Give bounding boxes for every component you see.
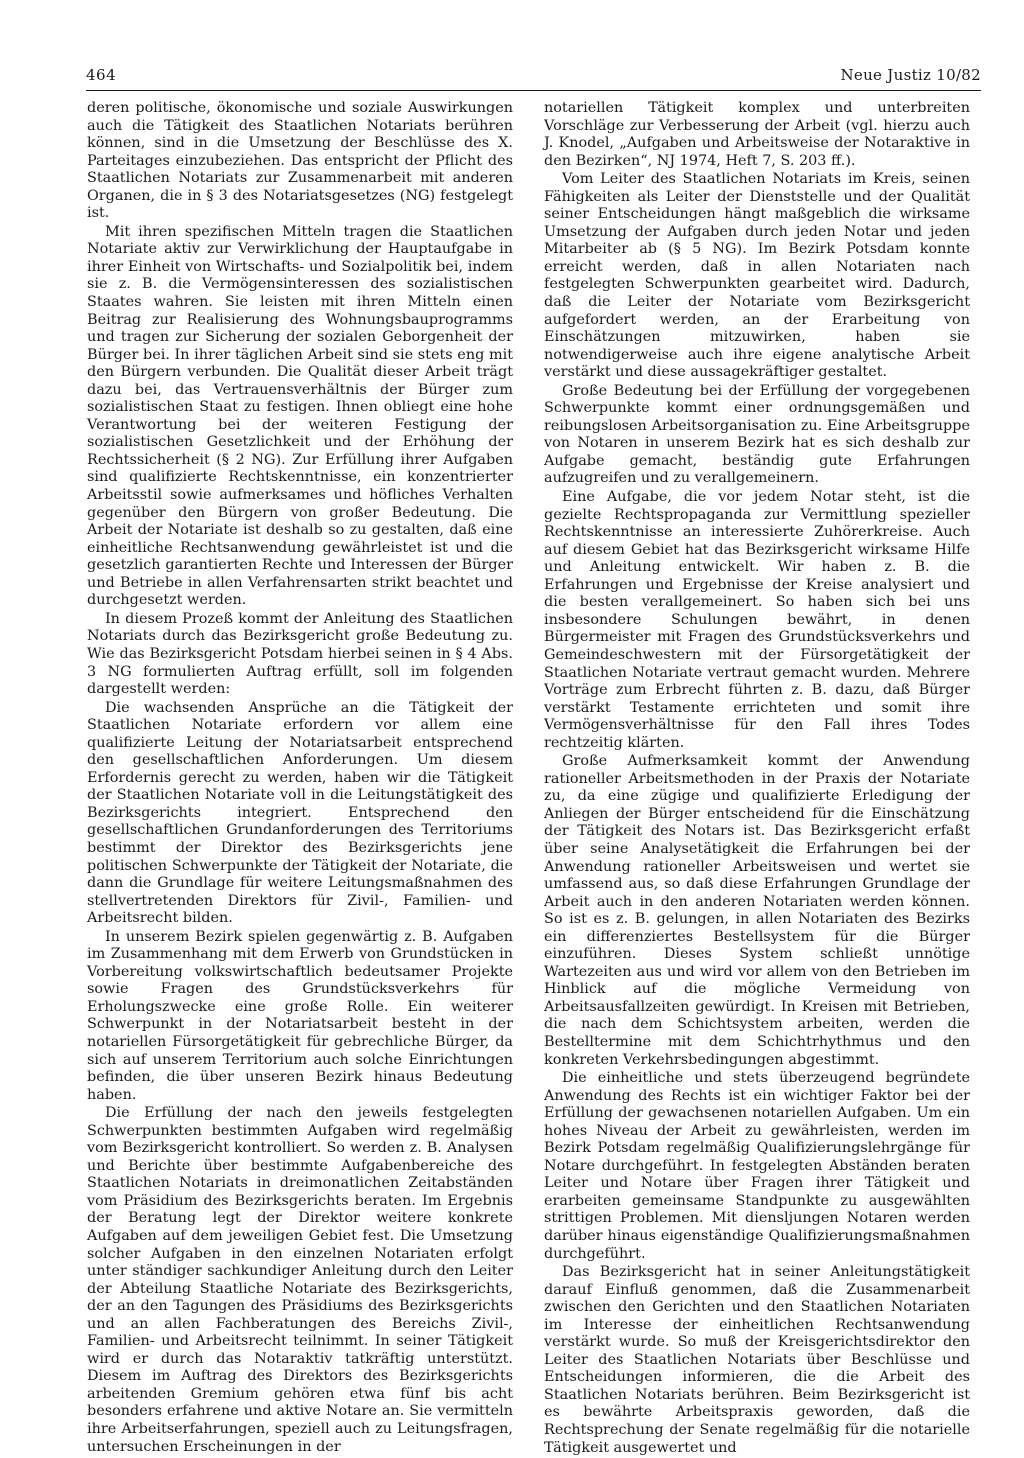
paragraph: Die Erfüllung der nach den jeweils festgelegten Schwerpunkten bestimmten Aufgaben wird regelmäßig vom Bezirksgericht kontrolliert. So werden z. B. Analysen und Berichte über bestimmte Aufgabenbereiche des Staatlichen Notariats in dreimonatlichen Zeitabständen vom Präsidium des Bezirksgerichts beraten. Im Ergebnis der Beratung legt der Direktor weitere konkrete Aufgaben auf dem jeweiligen Gebiet fest. Die Umsetzung solcher Aufgaben in den einzelnen Notariaten erfolgt unter ständiger sachkundiger Anleitung durch den Leiter der Abteilung Staatliche Notariate des Bezirksgerichts, der an den Tagungen des Präsidiums des Bezirksgerichts und an allen Fachberatungen des Bereichs Zivil-, Familien- und Arbeitsrecht teilnimmt. In seiner Tätigkeit wird er durch das Notaraktiv tatkräftig unterstützt. Diesem im Auftrag des Direktors des Bezirksgerichts arbeitenden Gremium gehören etwa fünf bis acht besonders erfahrene und aktive Notare an. Sie vermitteln ihre Arbeitserfahrungen, speziell auch zu Leitungsfragen, untersuchen Erscheinungen in der — [87, 1105, 513, 1455]
paragraph: notariellen Tätigkeit komplex und unterbreiten Vorschläge zur Verbesserung der Arbeit (vgl. hierzu auch J. Knodel, „Aufgaben und Arbeitsweise der Notaraktive in den Bezirken“, NJ 1974, Heft 7, S. 203 ff.). — [544, 100, 970, 169]
page-number: 464 — [86, 66, 117, 84]
paragraph: Die einheitliche und stets überzeugend begründete Anwendung des Rechts ist ein wichtiger Faktor bei der Erfüllung der gewachsenen notariellen Aufgaben. Um ein hohes Niveau der Arbeit zu gewährleisten, werden im Bezirk Potsdam regelmäßig Qualifizierungslehrgänge für Notare durchgeführt. In festgelegten Abständen beraten Leiter und Notare über Fragen ihrer Tätigkeit und erarbeiten gemeinsame Standpunkte zu ausgewählten strittigen Problemen. Mit diensljungen Notaren werden darüber hinaus eigenständige Qualifizierungsmaßnahmen durchgeführt. — [544, 1070, 970, 1262]
paragraph: deren politische, ökonomische und soziale Auswirkungen auch die Tätigkeit des Staatlichen Notariats berühren können, sind in die Umsetzung der Beschlüsse des X. Parteitages einzubeziehen. Das entspricht der Pflicht des Staatlichen Notariats zur Zusammenarbeit mit anderen Organen, die in § 3 des Notariatsgesetzes (NG) festgelegt ist. — [87, 100, 513, 222]
paragraph: Eine Aufgabe, die vor jedem Notar steht, ist die gezielte Rechtspropaganda zur Vermittlung spezieller Rechtskenntnisse an interessierte Zuhörerkreise. Auch auf diesem Gebiet hat das Bezirksgericht wirksame Hilfe und Anleitung entwickelt. Wir haben z. B. die Erfahrungen und Ergebnisse der Kreise analysiert und die besten verallgemeinert. So haben sich bei uns insbesondere Schulungen bewährt, in denen Bürgermeister mit Fragen des Grundstücksverkehrs und Gemeindeschwestern mit der Fürsorgetätigkeit der Staatlichen Notariate vertraut gemacht wurden. Mehrere Vorträge zum Erbrecht führten z. B. dazu, daß Bürger verstärkt Testamente errichteten und somit ihre Vermögensverhältnisse für den Fall ihres Todes rechtzeitig klärten. — [544, 489, 970, 751]
left-column — [87, 100, 513, 1457]
paragraph: Große Aufmerksamkeit kommt der Anwendung rationeller Arbeitsmethoden in der Praxis der Notariate zu, da eine zügige und qualifizierte Erledigung der Anliegen der Bürger entscheidend für die Einschätzung der Tätigkeit des Notars ist. Das Bezirksgericht erfaßt über seine Analysetätigkeit die Erfahrungen bei der Anwendung rationeller Arbeitsweisen und wertet sie umfassend aus, so daß diese Erfahrungen Grundlage der Arbeit auch in den anderen Notariaten werden können. So ist es z. B. gelungen, in allen Notariaten des Bezirks ein differenziertes Bestellsystem für die Bürger einzuführen. Dieses System schließt unnötige Wartezeiten aus und wird vor allem von den Betrieben im Hinblick auf die mögliche Vermeidung von Arbeitsausfallzeiten gewürdigt. In Kreisen mit Betrieben, die nach dem Schichtsystem arbeiten, werden die Bestelltermine mit dem Schichtrhythmus und den konkreten Verkehrsbedingungen abgestimmt. — [544, 753, 970, 1068]
paragraph: Das Bezirksgericht hat in seiner Anleitungstätigkeit darauf Einfluß genommen, daß die Zusammenarbeit zwischen den Gerichten und den Staatlichen Notariaten im Interesse der einheitlichen Rechtsanwendung verstärkt wurde. So muß der Kreisgerichtsdirektor den Leiter des Staatlichen Notariats über Beschlüsse und Entscheidungen informieren, die die Arbeit des Staatlichen Notariats berühren. Beim Bezirksgericht ist es bewährte Arbeitspraxis geworden, daß die Rechtsprechung der Senate regelmäßig für die notarielle Tätigkeit ausgewertet und — [544, 1264, 970, 1456]
right-column — [544, 100, 970, 1458]
page-header — [86, 66, 981, 91]
paragraph: In diesem Prozeß kommt der Anleitung des Staatlichen Notariats durch das Bezirksgericht große Bedeutung zu. Wie das Bezirksgericht Potsdam hierbei seinen in § 4 Abs. 3 NG formulierten Auftrag erfüllt, soll im folgenden dargestellt werden: — [87, 610, 513, 698]
paragraph: In unserem Bezirk spielen gegenwärtig z. B. Aufgaben im Zusammenhang mit dem Erwerb von Grundstücken in Vorbereitung volkswirtschaftlich bedeutsamer Projekte sowie Fragen des Grundstücksverkehrs für Erholungszwecke eine große Rolle. Ein weiterer Schwerpunkt in der Notariatsarbeit besteht in der notariellen Fürsorgetätigkeit für gebrechliche Bürger, da sich auf unserem Territorium auch solche Einrichtungen befinden, die über unseren Bezirk hinaus Bedeutung haben. — [87, 928, 513, 1103]
paragraph: Die wachsenden Ansprüche an die Tätigkeit der Staatlichen Notariate erfordern vor allem eine qualifizierte Leitung der Notariatsarbeit entsprechend den gesellschaftlichen Anforderungen. Um diesem Erfordernis gerecht zu werden, haben wir die Tätigkeit der Staatlichen Notariate voll in die Leitungstätigkeit des Bezirksgerichts integriert. Entsprechend den gesellschaftlichen Grundanforderungen des Territoriums bestimmt der Direktor des Bezirksgerichts jene politischen Schwerpunkte der Tätigkeit der Notariate, die dann die Grundlage für weitere Leitungsmaßnahmen des stellvertretenden Direktors für Zivil-, Familien- und Arbeitsrecht bilden. — [87, 699, 513, 927]
paragraph: Große Bedeutung bei der Erfüllung der vorgegebenen Schwerpunkte kommt einer ordnungsgemäßen und reibungslosen Arbeitsorganisation zu. Eine Arbeitsgruppe von Notaren in unserem Bezirk hat es sich deshalb zur Aufgabe gemacht, beständig gute Erfahrungen aufzugreifen und zu verallgemeinern. — [544, 382, 970, 487]
journal-title: Neue Justiz 10/82 — [840, 66, 981, 84]
paragraph: Mit ihren spezifischen Mitteln tragen die Staatlichen Notariate aktiv zur Verwirklichung der Hauptaufgabe in ihrer Einheit von Wirtschafts- und Sozialpolitik bei, indem sie z. B. die Vermögensinteressen des sozialistischen Staates wahren. Sie leisten mit ihren Mitteln einen Beitrag zur Realisierung des Wohnungsbauprogramms und tragen zur Sicherung der sozialen Geborgenheit der Bürger bei. In ihrer täglichen Arbeit sind sie stets eng mit den Bürgern verbunden. Die Qualität dieser Arbeit trägt dazu bei, das Vertrauensverhältnis der Bürger zum sozialistischen Staat zu festigen. Ihnen obliegt eine hohe Verantwortung bei der weiteren Festigung der sozialistischen Gesetzlichkeit und der Erhöhung der Rechtssicherheit (§ 2 NG). Zur Erfüllung ihrer Aufgaben sind qualifizierte Rechtskenntnisse, ein konzentrierter Arbeitsstil sowie aufmerksames und höfliches Verhalten gegenüber den Bürgern von großer Bedeutung. Die Arbeit der Notariate ist deshalb so zu gestalten, daß eine einheitliche Rechtsanwendung gewährleistet ist und die gesetzlich garantierten Rechte und Interessen der Bürger und Betriebe in allen Verfahrensarten strikt beachtet und durchgesetzt werden. — [87, 223, 513, 609]
paragraph: Vom Leiter des Staatlichen Notariats im Kreis, seinen Fähigkeiten als Leiter der Dienststelle und der Qualität seiner Entscheidungen hängt maßgeblich die wirksame Umsetzung der Aufgaben durch jeden Notar und jeden Mitarbeiter ab (§ 5 NG). Im Bezirk Potsdam konnte erreicht werden, daß in allen Notariaten nach festgelegten Schwerpunkten gearbeitet wird. Dadurch, daß die Leiter der Notariate vom Bezirksgericht aufgefordert werden, an der Erarbeitung von Einschätzungen mitzuwirken, haben sie notwendigerweise auch ihre eigene analytische Arbeit verstärkt und diese aussagekräftiger gestaltet. — [544, 171, 970, 381]
